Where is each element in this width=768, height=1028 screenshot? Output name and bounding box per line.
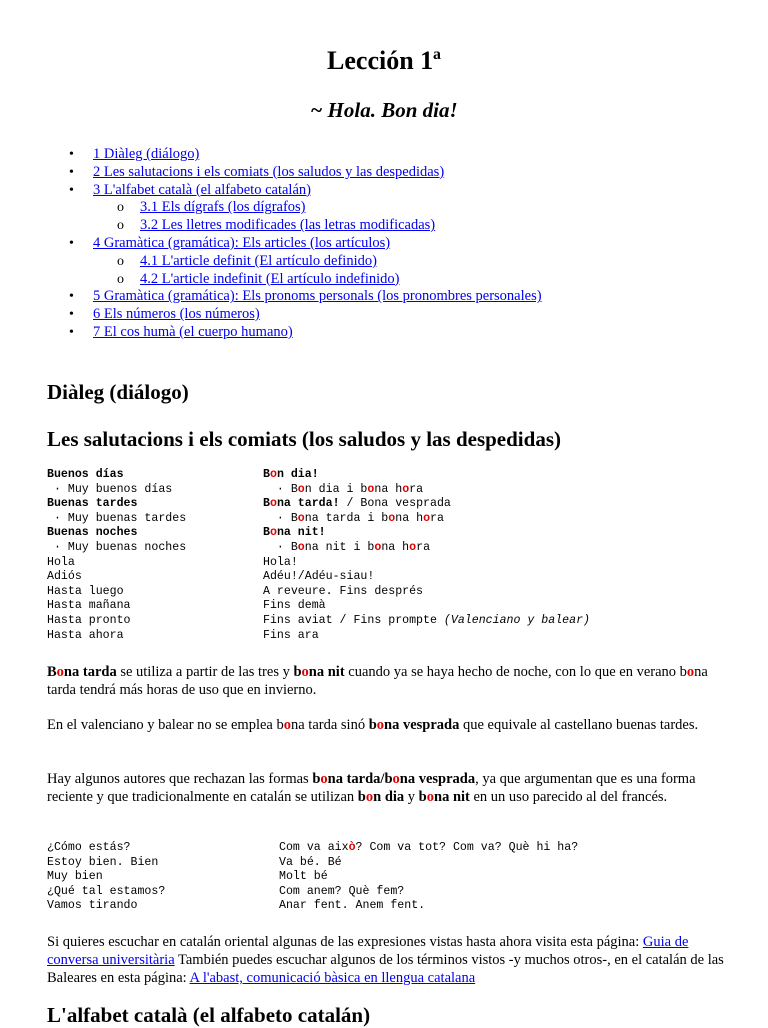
catalan-text: Fins aviat / Fins prompte bbox=[263, 613, 444, 627]
catalan-term bbox=[263, 483, 423, 498]
table-row bbox=[47, 512, 747, 527]
highlight-letter: o bbox=[423, 511, 431, 525]
catalan-term bbox=[279, 841, 578, 856]
table-row bbox=[47, 885, 747, 900]
paragraph-text: También puedes escuchar algunos de los términos vistos -y muchos otros-, en el catalán de las Baleares en esta página: bbox=[47, 952, 724, 986]
sub-bullet-icon: o bbox=[117, 271, 124, 287]
toc-link[interactable]: 4.2 L'article indefinit (El artículo indefinido) bbox=[140, 270, 400, 287]
paragraph-text: b bbox=[357, 789, 366, 805]
catalan-term bbox=[263, 629, 319, 644]
highlight-letter: o bbox=[388, 511, 396, 525]
catalan-text: B bbox=[263, 526, 270, 540]
toc-item bbox=[47, 235, 747, 253]
inline-link[interactable]: A l'abast, comunicació bàsica en llengua catalana bbox=[189, 970, 476, 986]
catalan-text: B bbox=[263, 497, 270, 511]
highlight-letter: o bbox=[686, 664, 695, 680]
table-row bbox=[47, 585, 747, 600]
toc-link[interactable]: 3 L'alfabet català (el alfabeto catalán) bbox=[93, 181, 311, 198]
paragraph-text: na vesprada bbox=[384, 717, 460, 733]
catalan-text: Fins ara bbox=[263, 628, 319, 642]
catalan-term bbox=[263, 614, 590, 629]
highlight-letter: o bbox=[365, 789, 374, 805]
table-row bbox=[47, 556, 747, 571]
spanish-term: Buenas tardes bbox=[47, 497, 138, 511]
catalan-text: na h bbox=[395, 511, 424, 525]
highlight-letter: o bbox=[320, 771, 328, 787]
paragraph-text: b bbox=[418, 789, 427, 805]
toc-item bbox=[47, 306, 747, 324]
table-row bbox=[47, 497, 747, 512]
paragraph-text: se utiliza a partir de las tres y bbox=[116, 664, 294, 680]
highlight-letter: o bbox=[301, 664, 309, 680]
section-heading-salutacions: Les salutacions i els comiats (los saludos y las despedidas) bbox=[47, 427, 561, 451]
toc-item bbox=[47, 182, 747, 200]
catalan-text: Com anem? Què fem? bbox=[279, 884, 405, 898]
spanish-term: Hasta ahora bbox=[47, 628, 124, 642]
paragraph-autores bbox=[47, 770, 729, 806]
highlight-letter: o bbox=[297, 540, 305, 554]
table-row bbox=[47, 856, 747, 871]
highlight-letter: o bbox=[367, 482, 375, 496]
catalan-term bbox=[263, 599, 326, 614]
catalan-term bbox=[263, 512, 444, 527]
toc-item bbox=[47, 217, 747, 235]
toc-item bbox=[47, 271, 747, 289]
paragraph-text: cuando ya se haya hecho de noche, con lo que en verano b bbox=[344, 664, 687, 680]
section-heading-alfabet: L'alfabet català (el alfabeto catalán) bbox=[47, 1003, 371, 1027]
bullet-icon: • bbox=[69, 147, 74, 162]
toc-link[interactable]: 2 Les salutacions i els comiats (los saludos y las despedidas) bbox=[93, 163, 445, 180]
table-row bbox=[47, 483, 747, 498]
catalan-term bbox=[263, 556, 298, 571]
spanish-term: Hola bbox=[47, 555, 75, 569]
paragraph-text: na vesprada bbox=[399, 771, 476, 787]
paragraph-text: na tarda bbox=[63, 664, 117, 680]
table-row bbox=[47, 870, 747, 885]
catalan-text: · B bbox=[263, 540, 298, 554]
catalan-term bbox=[263, 570, 374, 585]
catalan-text: Fins demà bbox=[263, 599, 326, 613]
toc-item bbox=[47, 324, 747, 342]
table-row bbox=[47, 629, 747, 644]
highlight-letter: o bbox=[269, 497, 277, 511]
table-row bbox=[47, 599, 747, 614]
highlight-letter: o bbox=[297, 511, 305, 525]
page-subtitle: ~ Hola. Bon dia! bbox=[310, 98, 458, 122]
toc-link[interactable]: 6 Els números (los números) bbox=[93, 306, 260, 323]
table-row bbox=[47, 570, 747, 585]
spanish-term: Vamos tirando bbox=[47, 899, 138, 913]
highlight-letter: o bbox=[402, 482, 410, 496]
spanish-term: Muy bien bbox=[47, 870, 103, 884]
catalan-text: ra bbox=[416, 540, 431, 554]
catalan-term bbox=[263, 526, 326, 541]
table-row bbox=[47, 541, 747, 556]
highlight-letter: o bbox=[56, 664, 64, 680]
toc-link[interactable]: 3.1 Els dígrafs (los dígrafos) bbox=[140, 199, 306, 216]
catalan-term bbox=[279, 870, 328, 885]
table-row bbox=[47, 468, 747, 483]
paragraph-text: na nit bbox=[308, 664, 345, 680]
spanish-term: Hasta pronto bbox=[47, 613, 131, 627]
highlight-letter: o bbox=[269, 526, 277, 540]
paragraph-text: Hay algunos autores que rechazan las formas bbox=[47, 771, 313, 787]
catalan-text: na nit! bbox=[276, 526, 326, 540]
catalan-text: / Bona vesprada bbox=[339, 497, 451, 511]
catalan-term bbox=[263, 585, 423, 600]
catalan-text: Com va aix bbox=[279, 841, 349, 854]
toc-item bbox=[47, 164, 747, 182]
toc-link[interactable]: 4 Gramàtica (gramática): Els articles (los artículos) bbox=[93, 234, 391, 251]
spanish-term: · Muy buenos días bbox=[47, 482, 173, 496]
paragraph-text: na nit bbox=[434, 789, 470, 805]
catalan-text: ? Com va tot? Com va? Què hi ha? bbox=[355, 841, 579, 854]
paragraph-text: Si quieres escuchar en catalán oriental algunas de las expresiones vistas hasta ahora visita esta página: bbox=[47, 934, 643, 950]
spanish-term: ¿Qué tal estamos? bbox=[47, 884, 166, 898]
catalan-text: Va bé. Bé bbox=[279, 855, 342, 869]
paragraph-listen bbox=[47, 933, 729, 987]
spanish-term: Buenas noches bbox=[47, 526, 138, 540]
catalan-text: na h bbox=[381, 540, 410, 554]
table-of-contents bbox=[47, 146, 747, 342]
phrases-table bbox=[47, 841, 747, 914]
spanish-term: Hasta mañana bbox=[47, 599, 131, 613]
paragraph-text: B bbox=[47, 664, 57, 680]
toc-item bbox=[47, 199, 747, 217]
table-row bbox=[47, 899, 747, 914]
paragraph-text: n dia bbox=[373, 789, 405, 805]
catalan-term bbox=[279, 856, 342, 871]
toc-item bbox=[47, 288, 747, 306]
paragraph-valenciano bbox=[47, 716, 729, 734]
highlight-letter: o bbox=[392, 771, 400, 787]
paragraph-text: , ya que argumentan que es una forma reciente y que tradicionalmente en catalán se utilizan bbox=[47, 771, 696, 805]
greetings-table bbox=[47, 468, 747, 643]
highlight-letter: o bbox=[297, 482, 305, 496]
catalan-text: B bbox=[263, 468, 270, 481]
catalan-text: · B bbox=[263, 482, 298, 496]
toc-item bbox=[47, 253, 747, 271]
spanish-term: Hasta luego bbox=[47, 584, 124, 598]
paragraph-text: que equivale al castellano buenas tardes. bbox=[459, 717, 699, 733]
catalan-text: na tarda! bbox=[276, 497, 340, 511]
highlight-letter: ò bbox=[348, 841, 356, 854]
catalan-term bbox=[263, 468, 319, 483]
catalan-text: Adéu!/Adéu-siau! bbox=[263, 570, 375, 584]
spanish-term: Estoy bien. Bien bbox=[47, 855, 159, 869]
toc-link[interactable]: 4.1 L'article definit (El artículo definido) bbox=[140, 252, 377, 269]
bullet-icon: • bbox=[69, 164, 74, 180]
section-heading-dialeg: Diàleg (diálogo) bbox=[47, 380, 189, 404]
bullet-icon: • bbox=[69, 182, 74, 198]
table-row bbox=[47, 526, 747, 541]
spanish-term: Adiós bbox=[47, 570, 82, 584]
catalan-text: ra bbox=[409, 482, 424, 496]
catalan-text: A reveure. Fins després bbox=[263, 584, 424, 598]
highlight-letter: o bbox=[409, 540, 417, 554]
highlight-letter: o bbox=[376, 717, 385, 733]
highlight-letter: o bbox=[426, 789, 434, 805]
paragraph-text: b bbox=[368, 717, 377, 733]
catalan-text: n dia! bbox=[276, 468, 319, 481]
catalan-text: (Valenciano y balear) bbox=[443, 613, 591, 627]
catalan-text: · B bbox=[263, 511, 298, 525]
catalan-term bbox=[263, 497, 451, 512]
table-row bbox=[47, 614, 747, 629]
bullet-icon: • bbox=[69, 289, 74, 305]
toc-link[interactable]: 7 El cos humà (el cuerpo humano) bbox=[93, 323, 293, 340]
toc-link[interactable]: 3.2 Les lletres modificades (las letras modificadas) bbox=[140, 217, 436, 234]
spanish-term: · Muy buenas tardes bbox=[47, 511, 187, 525]
paragraph-text: b bbox=[293, 664, 302, 680]
catalan-text: n dia i b bbox=[304, 482, 368, 496]
paragraph-text: na tarda/b bbox=[327, 771, 393, 787]
paragraph-text: na tarda sinó bbox=[290, 717, 369, 733]
spanish-term: · Muy buenas noches bbox=[47, 540, 187, 554]
bullet-icon: • bbox=[69, 235, 74, 251]
spanish-term: Buenos días bbox=[47, 468, 124, 481]
catalan-text: Molt bé bbox=[279, 870, 328, 884]
highlight-letter: o bbox=[283, 717, 291, 733]
paragraph-text: en un uso parecido al del francés. bbox=[469, 789, 668, 805]
paragraph-text: b bbox=[312, 771, 321, 787]
page-title: Lección 1ª bbox=[327, 46, 441, 75]
bullet-icon: • bbox=[69, 307, 74, 323]
inline-link[interactable]: Guia de conversa universitària bbox=[47, 934, 689, 968]
sub-bullet-icon: o bbox=[117, 200, 124, 216]
catalan-text: Anar fent. Anem fent. bbox=[279, 899, 426, 913]
toc-item bbox=[47, 146, 747, 164]
catalan-term bbox=[279, 885, 404, 900]
catalan-term bbox=[263, 541, 430, 556]
bullet-icon: • bbox=[69, 324, 74, 340]
paragraph-text: y bbox=[404, 789, 419, 805]
spanish-term: ¿Cómo estás? bbox=[47, 841, 131, 854]
paragraph-bona-tarda bbox=[47, 663, 729, 699]
highlight-letter: o bbox=[269, 468, 277, 481]
highlight-letter: o bbox=[374, 540, 382, 554]
table-row bbox=[47, 841, 747, 856]
toc-link[interactable]: 1 Diàleg (diálogo) bbox=[93, 146, 200, 162]
paragraph-text: na tarda tendrá más horas de uso que en invierno. bbox=[47, 664, 708, 698]
catalan-text: na tarda i b bbox=[304, 511, 389, 525]
sub-bullet-icon: o bbox=[117, 218, 124, 234]
catalan-text: ra bbox=[430, 511, 444, 525]
catalan-term bbox=[279, 899, 425, 914]
catalan-text: na h bbox=[374, 482, 403, 496]
sub-bullet-icon: o bbox=[117, 253, 124, 269]
catalan-text: na nit i b bbox=[304, 540, 375, 554]
catalan-text: Hola! bbox=[263, 555, 298, 569]
paragraph-text: En el valenciano y balear no se emplea b bbox=[47, 717, 284, 733]
toc-link[interactable]: 5 Gramàtica (gramática): Els pronoms personals (los pronombres personales) bbox=[93, 288, 542, 305]
